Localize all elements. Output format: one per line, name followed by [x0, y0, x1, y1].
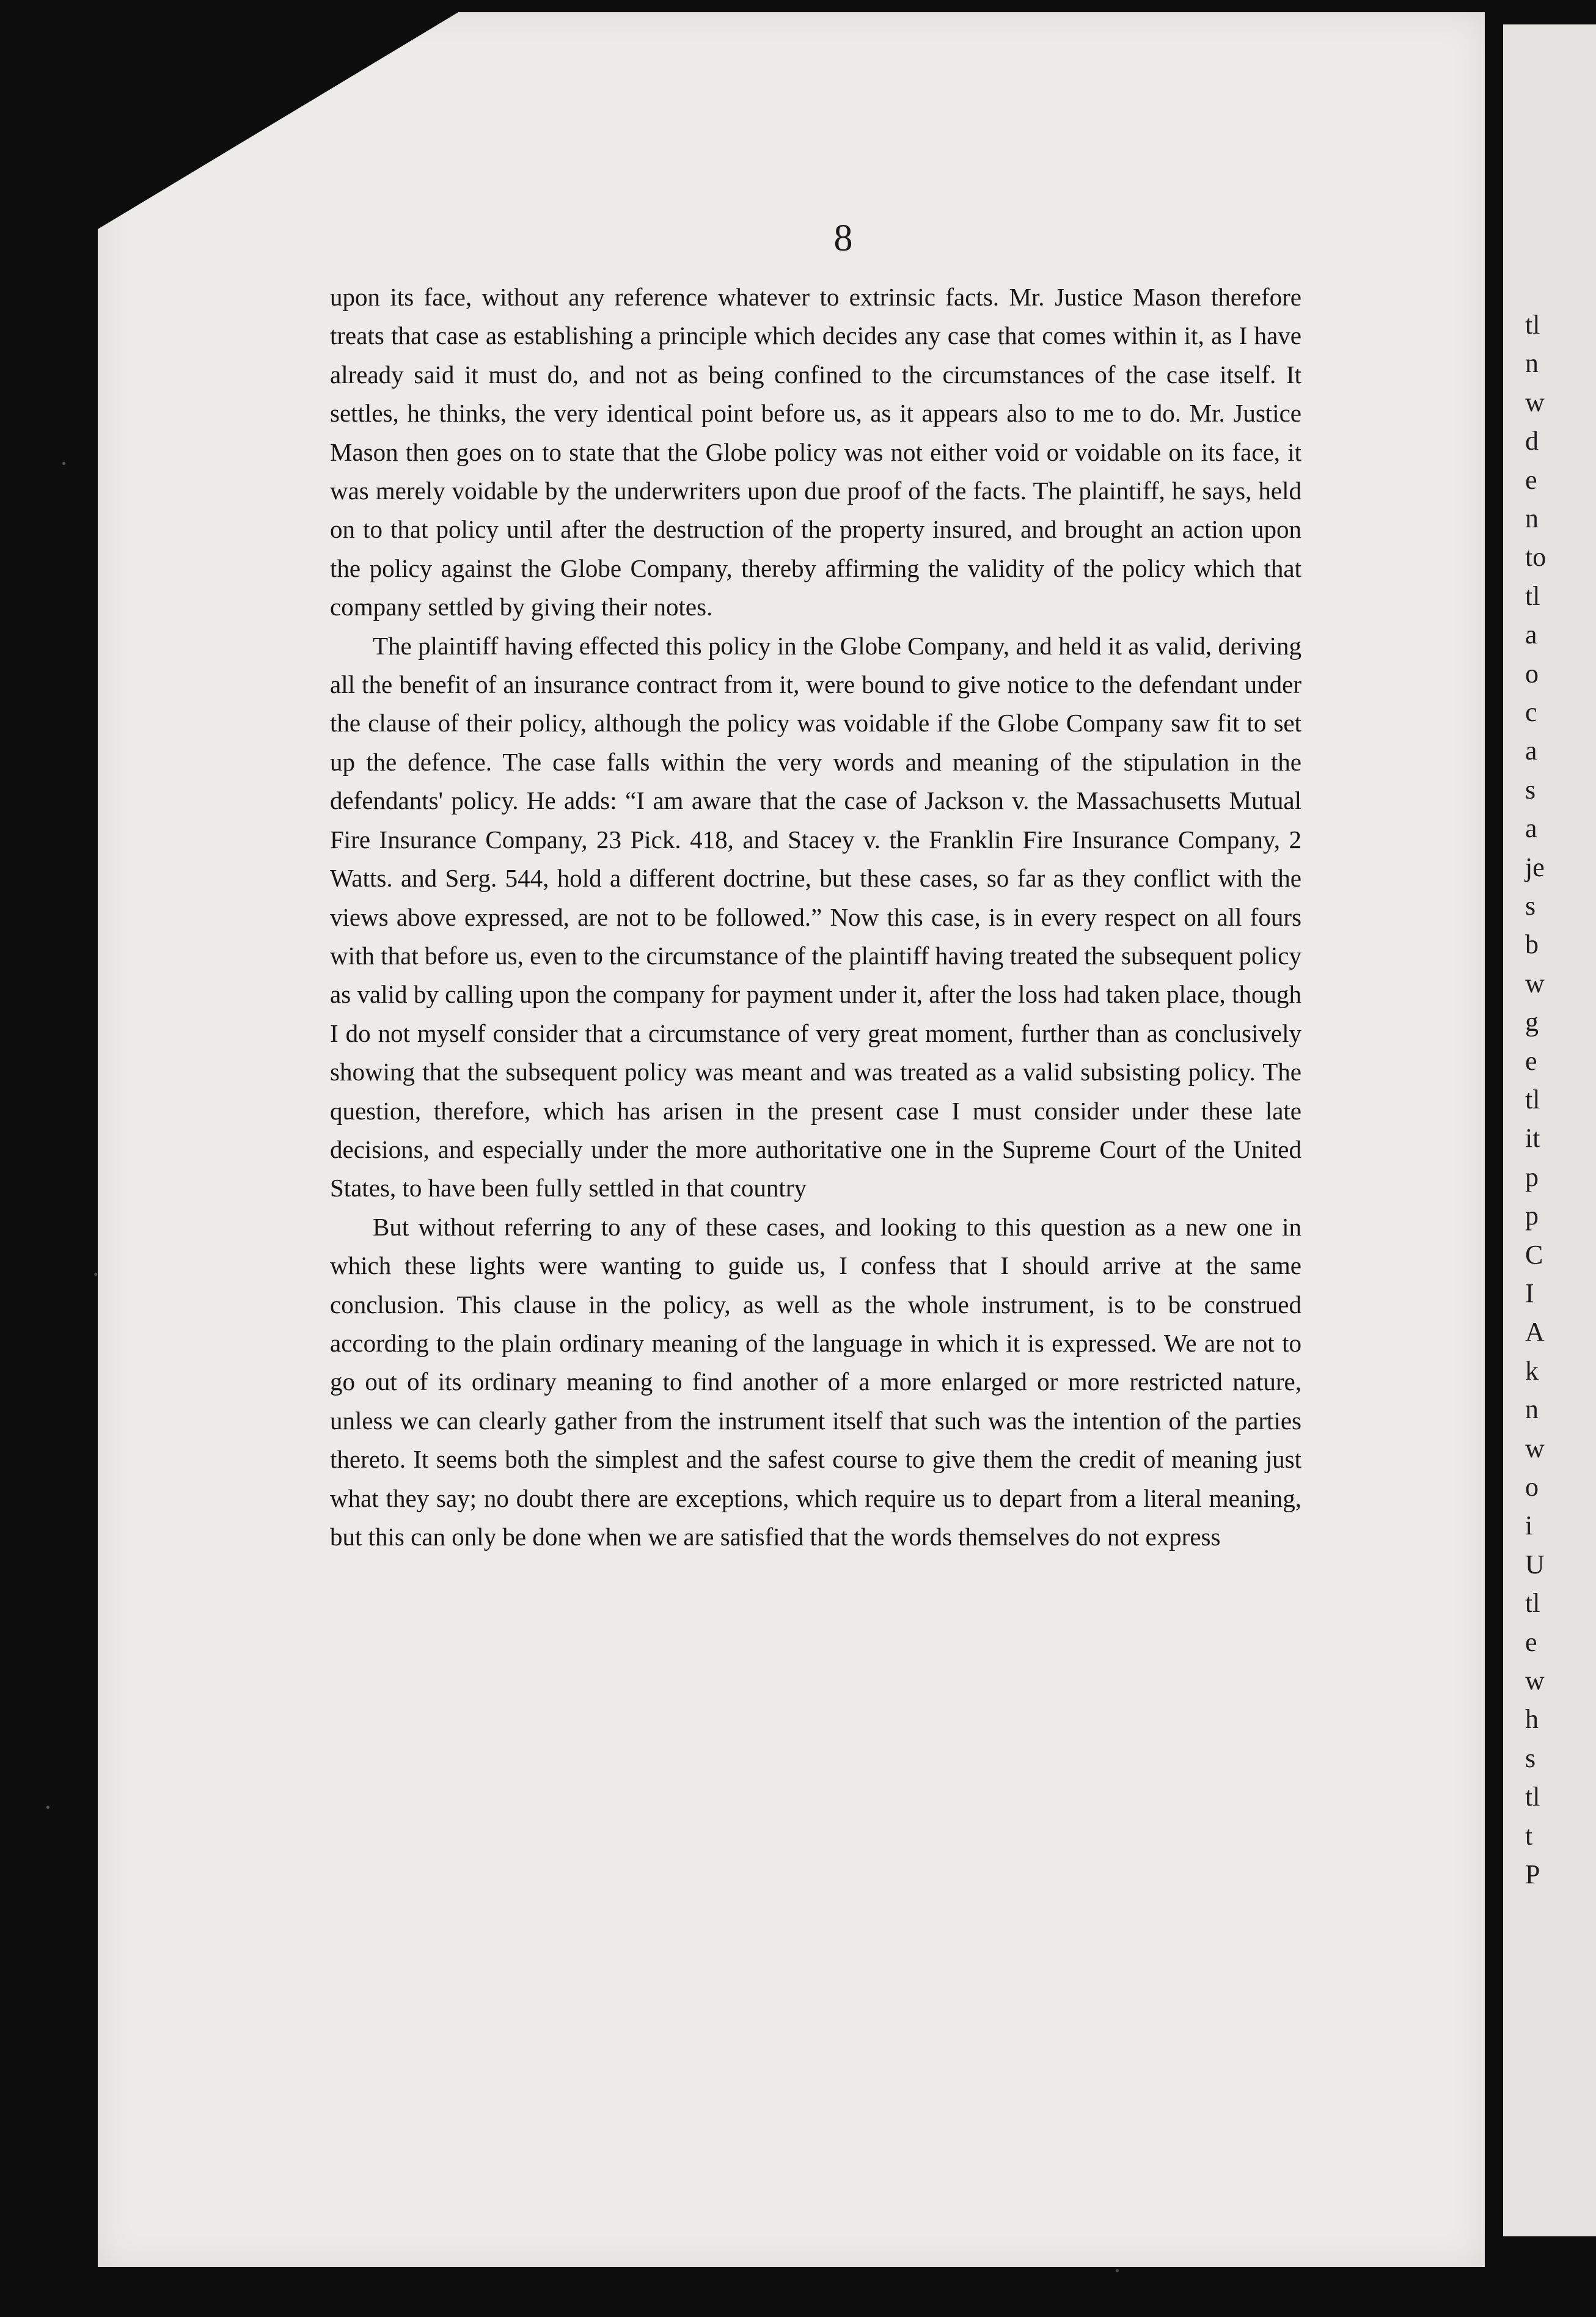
- adjacent-page-letter: tl: [1525, 1782, 1540, 1812]
- adjacent-page-letter: a: [1525, 813, 1537, 844]
- adjacent-page-letter: n: [1525, 348, 1539, 379]
- adjacent-page-letter: s: [1525, 774, 1536, 805]
- adjacent-page-letter: w: [1525, 1666, 1545, 1696]
- adjacent-page-letter: p: [1525, 1201, 1539, 1231]
- adjacent-page-letter: I: [1525, 1278, 1534, 1308]
- adjacent-page-letter: w: [1525, 1433, 1545, 1463]
- adjacent-page-letter: o: [1525, 1472, 1539, 1502]
- adjacent-page-letter: tl: [1525, 580, 1540, 611]
- adjacent-page-letter: s: [1525, 891, 1536, 921]
- paragraph-2: The plaintiff having effected this policy in the Globe Company, and held it as valid, deriving all the benefit of an insurance contract from it, were bound to give notice to the defendant under the clause of their policy, although the policy was voidable if the Globe Company saw fit to set up the defence. The case falls within the very words and meaning of the stipulation in the defendants' policy. He adds: “I am aware that the case of Jackson v. the Massachusetts Mutual Fire Insurance Company, 23 Pick. 418, and Stacey v. the Franklin Fire Insurance Company, 2 Watts. and Serg. 544, hold a different doctrine, but these cases, so far as they conflict with the views above expressed, are not to be followed.” Now this case, is in every respect on all fours with that before us, even to the circumstance of the plaintiff having treated the subsequent policy as valid by calling upon the company for payment under it, after the loss had taken place, though I do not myself consider that a circumstance of very great moment, further than as conclusively showing that the subsequent policy was meant and was treated as a valid subsisting policy. The question, therefore, which has arisen in the present case I must consider under these late decisions, and especially under the more authoritative one in the Supreme Court of the United States, to have been fully settled in that country: [330, 631, 1301, 1202]
- adjacent-page-letter: b: [1525, 929, 1539, 960]
- body-text: [330, 278, 1301, 1556]
- adjacent-page-edge: [1503, 24, 1596, 2236]
- adjacent-page-letter: n: [1525, 503, 1539, 533]
- adjacent-page-letter: c: [1525, 697, 1537, 727]
- adjacent-page-letter: U: [1525, 1549, 1545, 1579]
- adjacent-page-letter: t: [1525, 1820, 1533, 1851]
- adjacent-page-letter: e: [1525, 1627, 1537, 1657]
- adjacent-page-letter: C: [1525, 1239, 1543, 1270]
- adjacent-page-letter: n: [1525, 1394, 1539, 1425]
- paragraph-3: But without referring to any of these cases, and looking to this question as a new one in which these lights were wanting to guide us, I confess that I should arrive at the same conclusion. This clause in the policy, as well as the whole instrument, is to be construed according to the plain ordinary meaning of the language in which it is expressed. We are not to go out of its ordinary meaning to find another of a more enlarged or more restricted nature, unless we can clearly gather from the instrument itself that such was the intention of the parties thereto. It seems both the simplest and the safest course to give them the credit of meaning just what they say; no doubt there are exceptions, which require us to depart from a literal meaning, but this can only be done when we are satisfied that the words themselves do not express: [330, 1212, 1301, 1551]
- adjacent-page-letter: i: [1525, 1510, 1533, 1541]
- adjacent-page-letter: a: [1525, 620, 1537, 650]
- paragraph-1: upon its face, without any reference whatever to extrinsic facts. Mr. Justice Mason therefore treats that case as establishing a principle which decides any case that comes within it, as I have already said it must do, and not as being confined to the circumstances of the case itself. It settles, he thinks, the very identical point before us, as it appears also to me to do. Mr. Justice Mason then goes on to state that the Globe policy was not either void or voidable on its face, it was merely voidable by the underwriters upon due proof of the facts. The plaintiff, he says, held on to that policy until after the destruction of the property insured, and brought an action upon the policy against the Globe Company, thereby affirming the validity of the policy which that company settled by giving their notes.: [330, 283, 1301, 621]
- adjacent-page-letter: je: [1525, 852, 1545, 882]
- adjacent-page-letter: h: [1525, 1704, 1539, 1735]
- adjacent-page-letter: k: [1525, 1355, 1539, 1386]
- adjacent-page-letter: it: [1525, 1123, 1540, 1154]
- adjacent-page-letter: tl: [1525, 1085, 1540, 1115]
- page-number: 8: [833, 218, 853, 259]
- adjacent-page-letter: e: [1525, 464, 1537, 495]
- adjacent-page-letter: w: [1525, 387, 1545, 417]
- adjacent-page-letter: a: [1525, 736, 1537, 766]
- adjacent-page-letter: d: [1525, 426, 1539, 456]
- adjacent-page-letter: P: [1525, 1859, 1540, 1889]
- adjacent-page-letter: to: [1525, 542, 1547, 573]
- adjacent-page-letter: o: [1525, 658, 1539, 689]
- adjacent-page-letter: A: [1525, 1317, 1545, 1347]
- adjacent-page-letter: w: [1525, 968, 1545, 998]
- adjacent-page-letter: p: [1525, 1162, 1539, 1192]
- adjacent-page-letter: s: [1525, 1743, 1536, 1773]
- adjacent-page-letter: g: [1525, 1007, 1539, 1038]
- adjacent-page-letter: e: [1525, 1045, 1537, 1076]
- adjacent-page-letter: tl: [1525, 310, 1540, 340]
- adjacent-page-letter: tl: [1525, 1588, 1540, 1619]
